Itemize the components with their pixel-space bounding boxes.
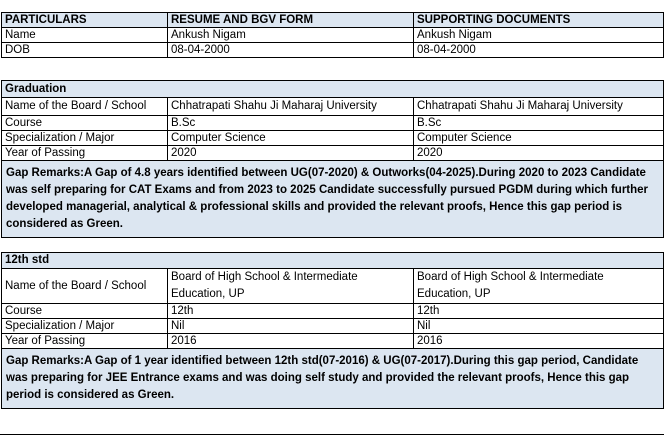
resume-value: 08-04-2000 xyxy=(168,43,414,58)
resume-value: Chhatrapati Shahu Ji Maharaj University xyxy=(168,98,414,116)
resume-value: Computer Science xyxy=(168,131,414,146)
table-row xyxy=(2,43,664,58)
docs-value: 2020 xyxy=(414,146,664,161)
row-label: Year of Passing xyxy=(2,146,168,161)
section-header xyxy=(2,253,664,269)
table-row xyxy=(2,131,664,146)
remark-row xyxy=(2,349,664,409)
resume-value: Board of High School & Intermediate Education, UP xyxy=(168,269,414,304)
particulars-table xyxy=(1,12,664,58)
header-particulars: PARTICULARS xyxy=(2,13,168,28)
row-label: Course xyxy=(2,304,168,319)
row-label: Name of the Board / School xyxy=(2,98,168,116)
row-label: Specialization / Major xyxy=(2,319,168,334)
row-label: Name xyxy=(2,28,168,43)
table-row xyxy=(2,146,664,161)
resume-value: B.Sc xyxy=(168,116,414,131)
section-title-12th: 12th std xyxy=(2,253,664,269)
graduation-table xyxy=(1,80,664,238)
header-resume-bgv: RESUME AND BGV FORM xyxy=(168,13,414,28)
row-label: Name of the Board / School xyxy=(2,269,168,304)
resume-value: Nil xyxy=(168,319,414,334)
gap-remarks-graduation: Gap Remarks:A Gap of 4.8 years identified between UG(07-2020) & Outworks(04-2025).During 2020 to 2023 Candidate was self preparing for CAT Exams and from 2023 to 2025 Candidate successfully pursued PGDM during which further developed managerial, analytical & professional skills and provided the relevant proofs, Hence this gap period is considered as Green. xyxy=(2,161,664,238)
table-row xyxy=(2,319,664,334)
docs-value: Nil xyxy=(414,319,664,334)
docs-value: 08-04-2000 xyxy=(414,43,664,58)
section-header xyxy=(2,81,664,98)
docs-value: Ankush Nigam xyxy=(414,28,664,43)
resume-value: Ankush Nigam xyxy=(168,28,414,43)
docs-value: 2016 xyxy=(414,334,664,349)
docs-value: Computer Science xyxy=(414,131,664,146)
table-row xyxy=(2,334,664,349)
header-row xyxy=(2,13,664,28)
table-row xyxy=(2,98,664,116)
row-label: Specialization / Major xyxy=(2,131,168,146)
table-row xyxy=(2,269,664,304)
resume-value: 2016 xyxy=(168,334,414,349)
table-row xyxy=(2,304,664,319)
remark-row xyxy=(2,161,664,238)
header-supporting-docs: SUPPORTING DOCUMENTS xyxy=(414,13,664,28)
resume-value: 2020 xyxy=(168,146,414,161)
table-row xyxy=(2,28,664,43)
row-label: Course xyxy=(2,116,168,131)
docs-value: Board of High School & Intermediate Education, UP xyxy=(414,269,664,304)
section-title-graduation: Graduation xyxy=(2,81,664,98)
table-row xyxy=(2,116,664,131)
std12-table xyxy=(1,252,664,409)
docs-value: Chhatrapati Shahu Ji Maharaj University xyxy=(414,98,664,116)
gap-remarks-12th: Gap Remarks:A Gap of 1 year identified between 12th std(07-2016) & UG(07-2017).During this gap period, Candidate was preparing for JEE Entrance exams and was doing self study and provided the relevant proofs, Hence this gap period is considered as Green. xyxy=(2,349,664,409)
docs-value: 12th xyxy=(414,304,664,319)
resume-value: 12th xyxy=(168,304,414,319)
row-label: Year of Passing xyxy=(2,334,168,349)
bottom-divider xyxy=(0,434,664,435)
docs-value: B.Sc xyxy=(414,116,664,131)
row-label: DOB xyxy=(2,43,168,58)
